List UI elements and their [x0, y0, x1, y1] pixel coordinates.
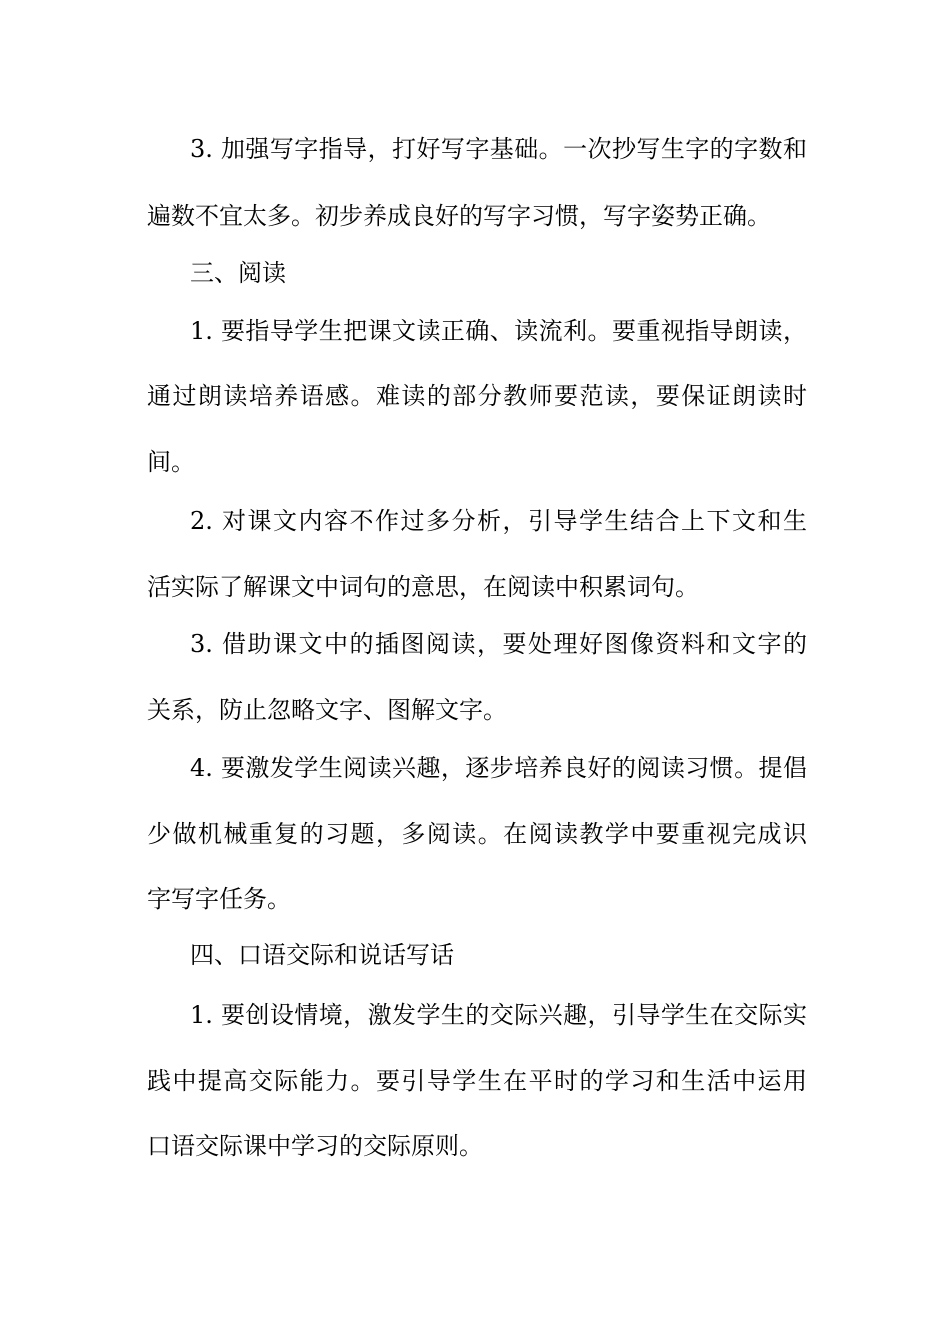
paragraph-line: 通过朗读培养语感。难读的部分教师要范读，要保证朗读时: [147, 382, 807, 410]
paragraph-line: 遍数不宜太多。初步养成良好的写字习惯，写字姿势正确。: [147, 202, 771, 230]
paragraph-line: 关系，防止忽略文字、图解文字。: [147, 696, 507, 724]
paragraph-line: 2. 对课文内容不作过多分析，引导学生结合上下文和生: [190, 507, 807, 535]
paragraph-line: 4. 要激发学生阅读兴趣，逐步培养良好的阅读习惯。提倡: [190, 754, 807, 782]
paragraph-line: 3. 加强写字指导，打好写字基础。一次抄写生字的字数和: [190, 135, 807, 163]
paragraph-line: 3. 借助课文中的插图阅读，要处理好图像资料和文字的: [190, 630, 807, 658]
paragraph-line: 字写字任务。: [147, 885, 291, 913]
paragraph-line: 间。: [147, 448, 195, 476]
paragraph-line: 活实际了解课文中词句的意思，在阅读中积累词句。: [147, 573, 699, 601]
paragraph-line: 少做机械重复的习题，多阅读。在阅读教学中要重视完成识: [147, 820, 807, 848]
paragraph-line: 口语交际课中学习的交际原则。: [147, 1132, 483, 1160]
paragraph-line: 1. 要指导学生把课文读正确、读流利。要重视指导朗读，: [190, 317, 807, 345]
section-heading: 三、阅读: [190, 259, 286, 287]
section-heading: 四、口语交际和说话写话: [190, 941, 454, 969]
paragraph-line: 1. 要创设情境，激发学生的交际兴趣，引导学生在交际实: [190, 1001, 807, 1029]
paragraph-line: 践中提高交际能力。要引导学生在平时的学习和生活中运用: [147, 1067, 807, 1095]
